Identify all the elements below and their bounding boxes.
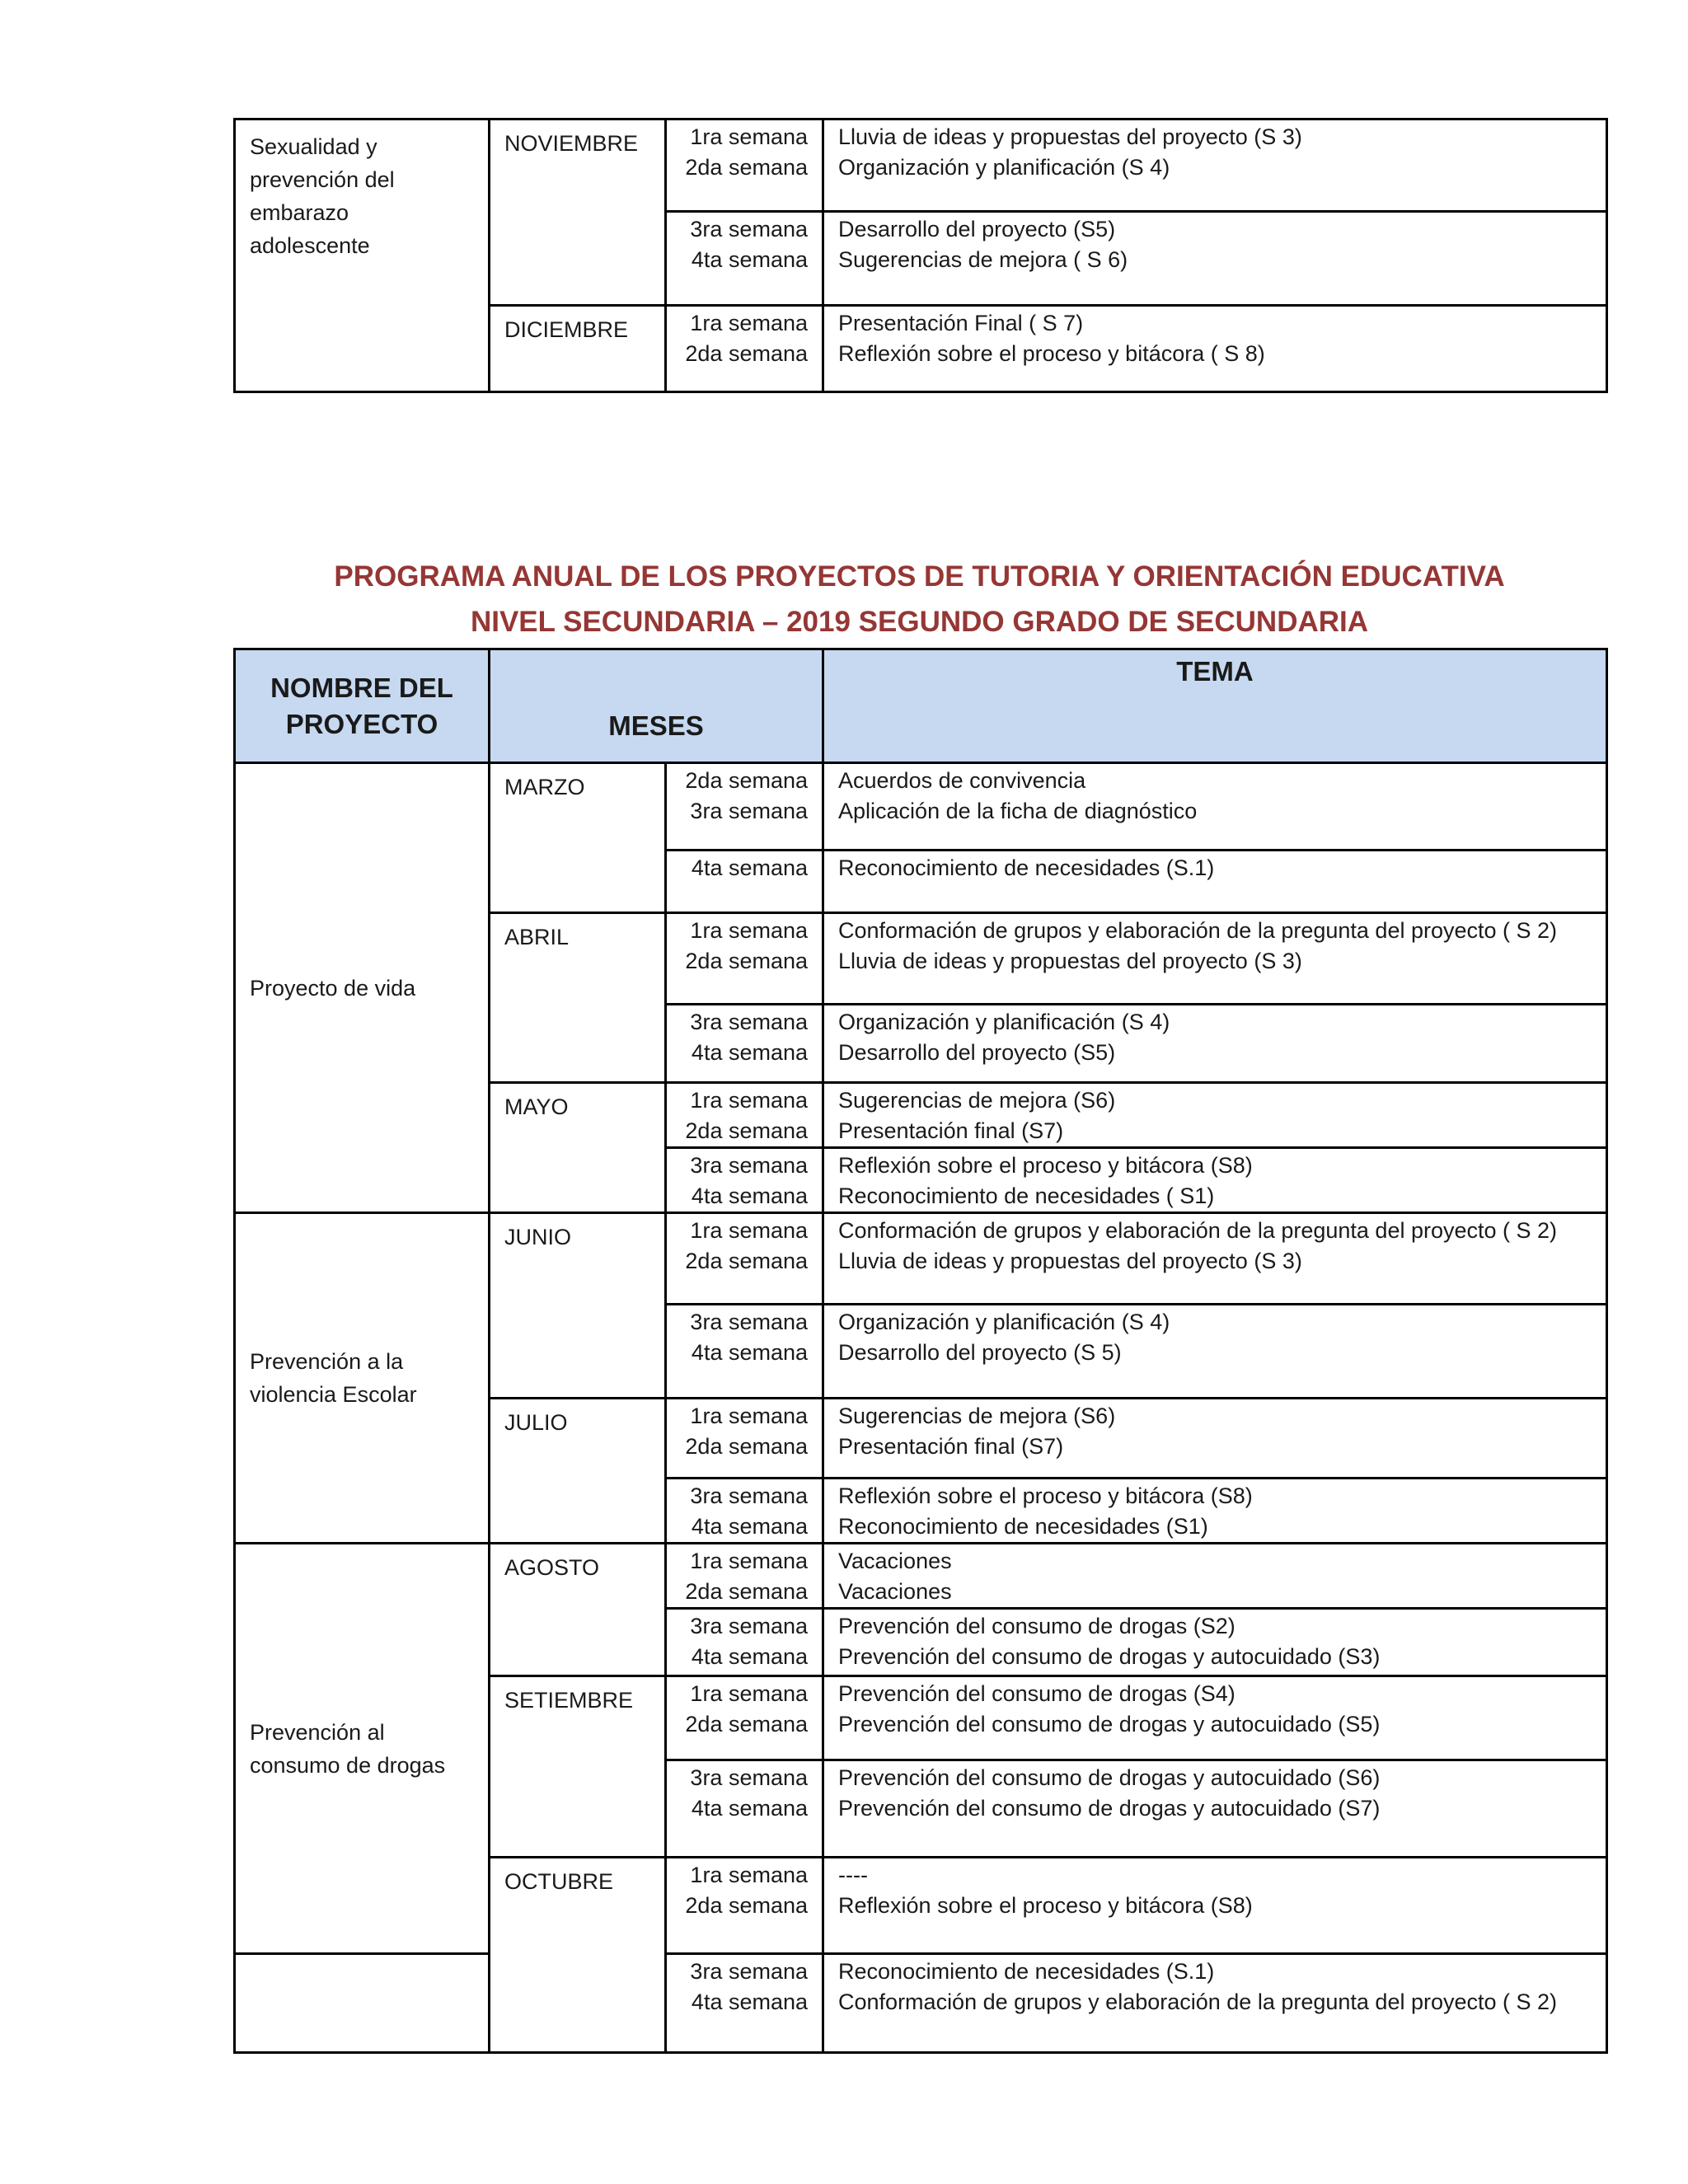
project-name-line: Sexualidad y xyxy=(250,134,377,159)
tema-text: Conformación de grupos y elaboración de la pregunta del proyecto ( S 2) xyxy=(838,1990,1558,2014)
week-label: 3ra semana xyxy=(690,1765,809,1790)
tema-cell xyxy=(823,1676,1607,1760)
tema-cell xyxy=(823,306,1607,392)
header-meses: MESES xyxy=(490,649,823,763)
tema-text: Prevención del consumo de drogas y autocuidado (S5) xyxy=(838,1712,1381,1736)
tema-text: Conformación de grupos y elaboración de la pregunta del proyecto ( S 2) xyxy=(838,1218,1558,1243)
month-cell: JULIO xyxy=(490,1399,666,1544)
week-label: 2da semana xyxy=(685,1893,809,1918)
project-cell-sexualidad xyxy=(235,120,490,392)
week-cell xyxy=(666,1005,823,1083)
tema-text: Reflexión sobre el proceso y bitácora ( S 8) xyxy=(838,341,1265,366)
project-cell-proyecto-de-vida: Proyecto de vida xyxy=(235,763,490,1213)
tema-text: Presentación final (S7) xyxy=(838,1118,1064,1143)
week-label: 2da semana xyxy=(685,155,808,180)
week-label: 2da semana xyxy=(685,341,808,366)
header-text: PROYECTO xyxy=(285,708,438,739)
tema-text: Lluvia de ideas y propuestas del proyecto (S 3) xyxy=(838,949,1302,973)
week-cell xyxy=(666,212,823,306)
week-label: 2da semana xyxy=(685,949,809,973)
week-label: 1ra semana xyxy=(690,1088,809,1113)
tema-text: Prevención del consumo de drogas (S2) xyxy=(838,1614,1236,1638)
week-cell xyxy=(666,1083,823,1148)
week-label: 4ta semana xyxy=(691,1340,809,1365)
month-cell: JUNIO xyxy=(490,1213,666,1399)
project-name-line: Prevención al xyxy=(250,1719,385,1745)
tema-text: Prevención del consumo de drogas y autocuidado (S7) xyxy=(838,1796,1381,1821)
project-name-line: violencia Escolar xyxy=(250,1382,417,1407)
week-label: 4ta semana xyxy=(691,1514,809,1539)
month-cell: NOVIEMBRE xyxy=(490,120,666,306)
week-label: 1ra semana xyxy=(690,918,809,943)
month-cell: MAYO xyxy=(490,1083,666,1213)
week-cell xyxy=(666,1213,823,1305)
week-cell xyxy=(666,763,823,851)
tema-text: Desarrollo del proyecto (S5) xyxy=(838,217,1116,241)
tema-cell xyxy=(823,1544,1607,1609)
week-cell xyxy=(666,1676,823,1760)
tema-text: Reconocimiento de necesidades ( S1) xyxy=(838,1183,1215,1208)
tema-text: ---- xyxy=(838,1863,868,1887)
week-label: 2da semana xyxy=(685,1118,809,1143)
week-label: 4ta semana xyxy=(691,1990,809,2014)
week-label: 3ra semana xyxy=(690,217,808,241)
week-cell xyxy=(666,913,823,1005)
tema-text: Reconocimiento de necesidades (S.1) xyxy=(838,1959,1215,1984)
project-cell-consumo-drogas xyxy=(235,1544,490,1954)
week-label: 2da semana xyxy=(685,1434,809,1459)
week-cell xyxy=(666,1858,823,1954)
tema-text: Acuerdos de convivencia xyxy=(838,768,1086,793)
tema-text: Reconocimiento de necesidades (S1) xyxy=(838,1514,1208,1539)
project-name-line: consumo de drogas xyxy=(250,1752,446,1778)
tema-cell xyxy=(823,913,1607,1005)
week-label: 4ta semana xyxy=(691,1040,809,1065)
week-label: 1ra semana xyxy=(690,1404,809,1428)
header-text: NOMBRE DEL xyxy=(270,672,453,703)
project-name-line: embarazo xyxy=(250,200,349,225)
week-cell xyxy=(666,1399,823,1479)
week-label: 3ra semana xyxy=(690,1959,809,1984)
tema-text: Prevención del consumo de drogas (S4) xyxy=(838,1681,1236,1706)
tema-text: Presentación Final ( S 7) xyxy=(838,311,1084,335)
week-label: 1ra semana xyxy=(690,1218,809,1243)
tema-cell xyxy=(823,1148,1607,1213)
tema-text: Prevención del consumo de drogas y autocuidado (S6) xyxy=(838,1765,1381,1790)
week-label: 2da semana xyxy=(685,1712,809,1736)
top-schedule-table xyxy=(233,118,1608,393)
tema-cell xyxy=(823,212,1607,306)
project-cell-empty xyxy=(235,1954,490,2053)
tema-text: Conformación de grupos y elaboración de la pregunta del proyecto ( S 2) xyxy=(838,918,1558,943)
tema-text: Lluvia de ideas y propuestas del proyecto (S 3) xyxy=(838,124,1302,149)
tema-text: Organización y planificación (S 4) xyxy=(838,155,1170,180)
week-label: 2da semana xyxy=(685,768,809,793)
week-cell xyxy=(666,1760,823,1858)
tema-cell xyxy=(823,1954,1607,2053)
month-cell: ABRIL xyxy=(490,913,666,1083)
tema-text: Sugerencias de mejora (S6) xyxy=(838,1404,1116,1428)
tema-cell xyxy=(823,1858,1607,1954)
tema-text: Reflexión sobre el proceso y bitácora (S8) xyxy=(838,1483,1253,1508)
tema-text: Sugerencias de mejora (S6) xyxy=(838,1088,1116,1113)
header-tema: TEMA xyxy=(823,649,1607,763)
week-cell xyxy=(666,1544,823,1609)
tema-text: Desarrollo del proyecto (S5) xyxy=(838,1040,1116,1065)
week-cell xyxy=(666,1305,823,1399)
week-cell xyxy=(666,1609,823,1676)
week-label: 3ra semana xyxy=(690,1614,809,1638)
week-label: 4ta semana xyxy=(691,1183,809,1208)
tema-cell xyxy=(823,763,1607,851)
week-label: 2da semana xyxy=(685,1579,809,1604)
tema-text: Sugerencias de mejora ( S 6) xyxy=(838,247,1128,272)
tema-cell xyxy=(823,1609,1607,1676)
project-name-line: prevención del xyxy=(250,167,395,192)
week-cell xyxy=(666,1148,823,1213)
program-subtitle: NIVEL SECUNDARIA – 2019 SEGUNDO GRADO DE SECUNDARIA xyxy=(470,606,1369,638)
tema-cell xyxy=(823,1005,1607,1083)
week-label: 1ra semana xyxy=(690,124,808,149)
week-label: 1ra semana xyxy=(690,1549,809,1573)
tema-cell xyxy=(823,1399,1607,1479)
tema-cell xyxy=(823,1213,1607,1305)
tema-text: Organización y planificación (S 4) xyxy=(838,1010,1170,1034)
tema-text: Reconocimiento de necesidades (S.1) xyxy=(838,855,1215,880)
tema-cell xyxy=(823,1305,1607,1399)
month-cell: OCTUBRE xyxy=(490,1858,666,2053)
program-title: PROGRAMA ANUAL DE LOS PROYECTOS DE TUTORIA Y ORIENTACIÓN EDUCATIVA xyxy=(334,560,1505,593)
tema-cell xyxy=(823,851,1607,913)
month-cell: DICIEMBRE xyxy=(490,306,666,392)
week-cell xyxy=(666,120,823,212)
tema-text: Lluvia de ideas y propuestas del proyecto (S 3) xyxy=(838,1249,1302,1273)
week-label: 3ra semana xyxy=(690,1010,809,1034)
week-label: 1ra semana xyxy=(690,311,808,335)
month-cell: SETIEMBRE xyxy=(490,1676,666,1858)
tema-text: Presentación final (S7) xyxy=(838,1434,1064,1459)
week-label: 4ta semana xyxy=(691,1644,809,1669)
week-label: 3ra semana xyxy=(690,1153,809,1178)
tema-text: Desarrollo del proyecto (S 5) xyxy=(838,1340,1122,1365)
week-label: 1ra semana xyxy=(690,1681,809,1706)
tema-cell xyxy=(823,1083,1607,1148)
week-label: 3ra semana xyxy=(690,1483,809,1508)
week-cell xyxy=(666,306,823,392)
tema-text: Vacaciones xyxy=(838,1579,952,1604)
month-cell: MARZO xyxy=(490,763,666,913)
tema-text: Organización y planificación (S 4) xyxy=(838,1310,1170,1334)
week-label: 2da semana xyxy=(685,1249,809,1273)
week-label: 4ta semana xyxy=(691,855,809,880)
tema-text: Reflexión sobre el proceso y bitácora (S8) xyxy=(838,1153,1253,1178)
project-name-line: adolescente xyxy=(250,233,370,258)
week-label: 4ta semana xyxy=(691,1796,809,1821)
month-cell: AGOSTO xyxy=(490,1544,666,1676)
main-schedule-table xyxy=(233,648,1608,2054)
week-label: 3ra semana xyxy=(690,1310,809,1334)
tema-text: Aplicación de la ficha de diagnóstico xyxy=(838,799,1198,823)
tema-text: Prevención del consumo de drogas y autocuidado (S3) xyxy=(838,1644,1381,1669)
week-label: 3ra semana xyxy=(690,799,809,823)
tema-text: Reflexión sobre el proceso y bitácora (S8) xyxy=(838,1893,1253,1918)
week-cell xyxy=(666,1954,823,2053)
tema-cell xyxy=(823,1479,1607,1544)
project-cell-violencia-escolar xyxy=(235,1213,490,1544)
week-label: 4ta semana xyxy=(691,247,808,272)
week-cell xyxy=(666,1479,823,1544)
tema-cell xyxy=(823,120,1607,212)
tema-cell xyxy=(823,1760,1607,1858)
tema-text: Vacaciones xyxy=(838,1549,952,1573)
header-proyecto xyxy=(235,649,490,763)
week-cell xyxy=(666,851,823,913)
week-label: 1ra semana xyxy=(690,1863,809,1887)
project-name-line: Prevención a la xyxy=(250,1349,404,1374)
